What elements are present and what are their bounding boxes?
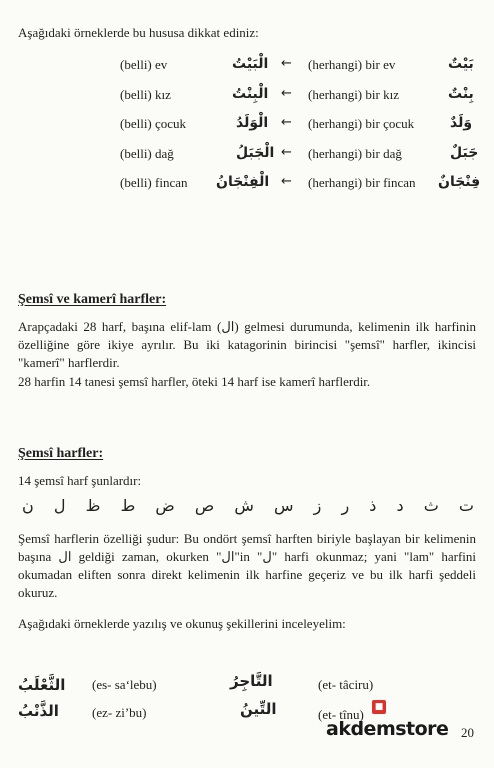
unknown-label: (herhangi) bir fincan — [308, 175, 416, 190]
paragraph: Arapçadaki 28 harf, başına elif-lam (ال) gelmesi durumunda, kelimenin ilk harfinin özelliğine göre ikiye ayrılır. Bu iki katagorinin birincisi "şemsî" harfler, ikincisi "kamerî" harflerdir. — [18, 319, 476, 370]
sun-letter: ث — [423, 496, 439, 515]
reading-text: (ez- zi’bu) — [92, 705, 147, 720]
sun-letter: ن — [22, 496, 34, 515]
paragraph: 14 şemsî harf şunlardır: — [18, 473, 142, 488]
section-heading-semsi: Şemsî harfler: — [18, 446, 104, 461]
sun-letter: د — [396, 496, 404, 515]
unknown-arabic: وَلَدٌ — [450, 115, 473, 131]
unknown-arabic: جَبَلٌ — [450, 145, 479, 161]
book-logo-icon: ■ — [372, 700, 386, 714]
known-label: (belli) kız — [120, 87, 171, 102]
unknown-label: (herhangi) bir dağ — [308, 146, 402, 161]
watermark-brand: akdemstore — [326, 718, 449, 740]
known-arabic: الْوَلَدُ — [236, 115, 269, 131]
intro-text: Aşağıdaki örneklerde bu hususa dikkat ediniz: — [18, 25, 259, 40]
unknown-arabic: بِنْتٌ — [448, 86, 474, 102]
arrow-left-icon: ← — [281, 174, 292, 189]
example-row — [0, 174, 494, 196]
sun-letter: ل — [53, 496, 66, 515]
unknown-label: (herhangi) bir ev — [308, 57, 396, 72]
sun-letter: ر — [341, 496, 350, 515]
arrow-left-icon: ← — [281, 86, 292, 101]
unknown-label: (herhangi) bir çocuk — [308, 116, 415, 131]
arrow-left-icon: ← — [281, 56, 292, 71]
paragraph: Aşağıdaki örneklerde yazılış ve okunuş şekillerini inceleyelim: — [18, 616, 346, 631]
example-row — [0, 145, 494, 167]
unknown-label: (herhangi) bir kız — [308, 87, 399, 102]
known-arabic: الْجَبَلُ — [236, 145, 275, 161]
known-label: (belli) çocuk — [120, 116, 187, 131]
sun-letter: ظ — [85, 496, 101, 515]
arabic-word: التِّينُ — [240, 700, 277, 718]
arabic-word: الثَّعْلَبُ — [18, 676, 66, 694]
paragraph: Şemsî harflerin özelliği şudur: Bu ondört şemsî harften biriyle başlayan bir kelimenin başına ال geldiği zaman, okurken "ال"in "ل" harfi okunmaz; yani "lam" harfini okumadan eliften sonra direkt kelimenin ilk harfine geçeriz ve bu ilk harfi şeddeli okuruz. — [18, 531, 476, 600]
page-number: 20 — [461, 725, 474, 740]
reading-text: (et- tâciru) — [318, 677, 374, 692]
unknown-arabic: فِنْجَانٌ — [438, 174, 481, 190]
paragraph: 28 harfin 14 tanesi şemsî harfler, öteki 14 harf ise kamerî harflerdir. — [18, 374, 371, 389]
known-label: (belli) fincan — [120, 175, 188, 190]
sun-letters-list — [22, 496, 474, 515]
sun-letter: ض — [155, 496, 175, 515]
sun-letter: ط — [120, 496, 136, 515]
example-row — [0, 86, 494, 108]
known-arabic: الْفِنْجَانُ — [216, 174, 270, 190]
sun-letter: ش — [234, 496, 254, 515]
sun-letter: ز — [313, 496, 322, 515]
known-label: (belli) dağ — [120, 146, 174, 161]
arrow-left-icon: ← — [281, 145, 292, 160]
arabic-word: التَّاجِرُ — [230, 672, 273, 690]
sun-letter: ت — [458, 496, 474, 515]
sun-letter: ص — [194, 496, 215, 515]
arrow-left-icon: ← — [281, 115, 292, 130]
sun-letter: ذ — [369, 496, 377, 515]
known-arabic: الْبِنْتُ — [232, 86, 269, 102]
reading-text: (es- sa‘lebu) — [92, 677, 157, 692]
section-heading-semsi-kameri: Şemsî ve kamerî harfler: — [18, 292, 167, 307]
arabic-word: الذَّنْبُ — [18, 702, 59, 720]
known-arabic: الْبَيْتُ — [232, 56, 269, 72]
sun-letter: س — [273, 496, 294, 515]
unknown-arabic: بَيْتٌ — [448, 56, 474, 72]
known-label: (belli) ev — [120, 57, 168, 72]
reading-text: (et- tînu) — [318, 707, 364, 722]
example-row — [0, 56, 494, 78]
example-row — [0, 115, 494, 137]
